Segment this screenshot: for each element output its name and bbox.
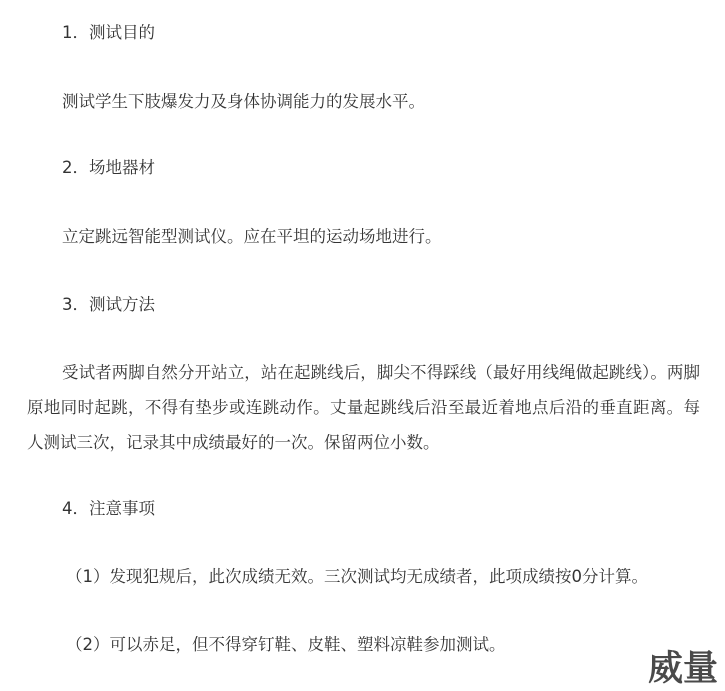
section-1-heading: 1．测试目的 (62, 23, 155, 42)
section-3-heading: 3．测试方法 (62, 295, 155, 314)
section-4-heading: 4．注意事项 (62, 499, 155, 518)
section-4-item-2: （2）可以赤足，但不得穿钉鞋、皮鞋、塑料凉鞋参加测试。 (66, 635, 506, 654)
section-3-body: 受试者两脚自然分开站立，站在起跳线后，脚尖不得踩线（最好用线绳做起跳线）。两脚原地同时起跳，不得有垫步或连跳动作。丈量起跳线后沿至最近着地点后沿的垂直距离。每人测试三次，记录其中成绩最好的一次。保留两位小数。 (27, 363, 700, 452)
section-1-body: 测试学生下肢爆发力及身体协调能力的发展水平。 (62, 92, 425, 111)
watermark-logo: 威量 (648, 649, 719, 689)
section-2-body: 立定跳远智能型测试仪。应在平坦的运动场地进行。 (62, 227, 442, 246)
section-4-item-1: （1）发现犯规后，此次成绩无效。三次测试均无成绩者，此项成绩按0分计算。 (66, 567, 648, 586)
section-2-heading: 2．场地器材 (62, 158, 155, 177)
